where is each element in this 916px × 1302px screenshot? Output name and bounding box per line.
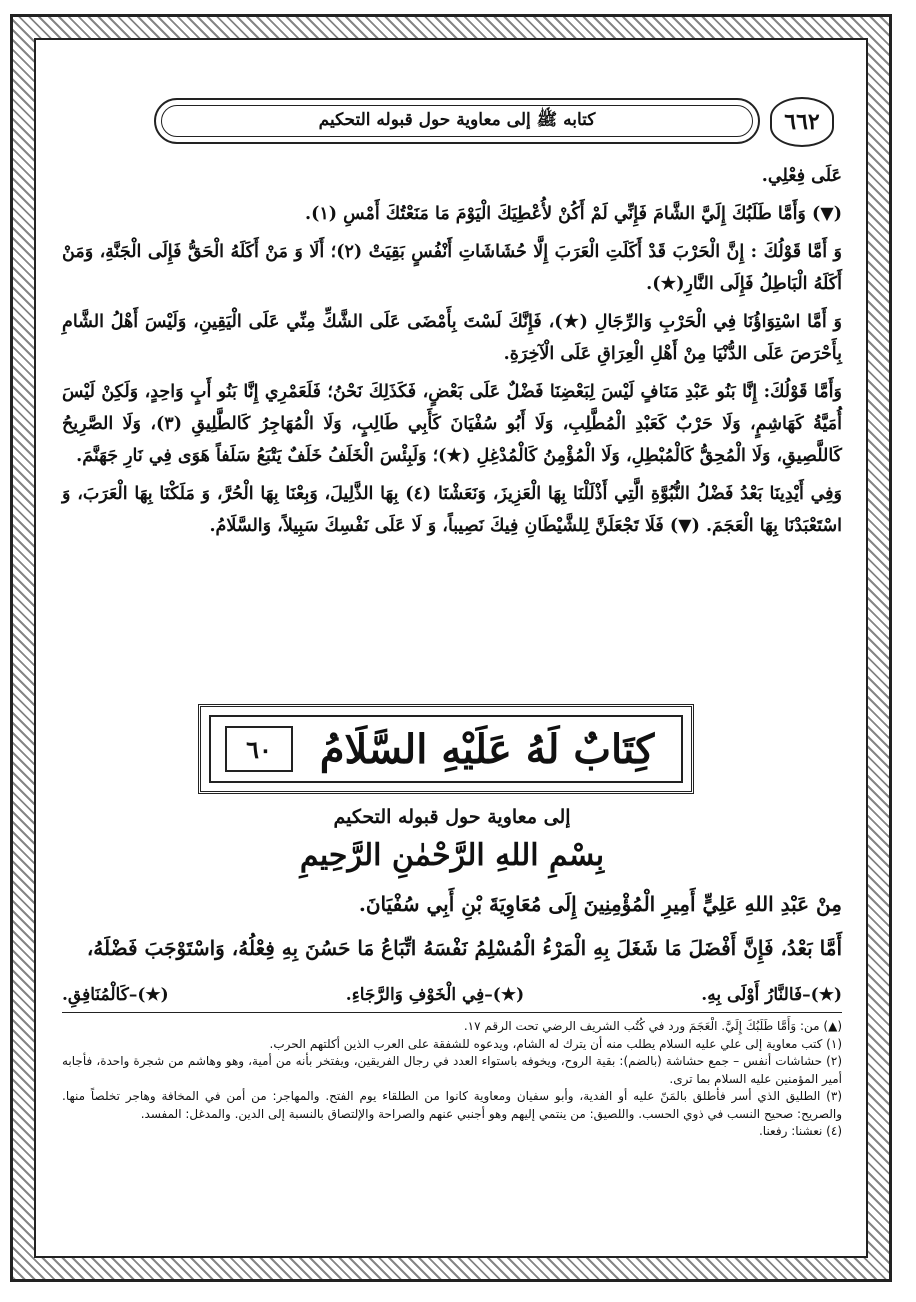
basmala: بِسْمِ اللهِ الرَّحْمٰنِ الرَّحِيمِ: [299, 838, 605, 873]
footnote: (▲) من: وَأَمَّا طَلَبُكَ إِلَيَّ. الْعَجَمَ ورد في كُتُب الشريف الرضي تحت الرقم ١٧.: [463, 1019, 842, 1033]
letter-banner: [198, 704, 694, 794]
star-notes: [62, 985, 842, 1005]
page-number: ٦٦٢: [770, 97, 834, 147]
footnote-divider: [62, 1012, 842, 1013]
banner-title: كِتَابٌ لَهُ عَلَيْهِ السَّلَامُ: [319, 725, 655, 773]
paragraph: وَأَمَّا قَوْلُكَ: إِنَّا بَنُو عَبْدِ مَنَافٍ لَيْسَ لِبَعْضِنَا فَضْلٌ عَلَى بَعْضٍ، فَكَذَلِكَ نَحْنُ؛ فَلَعَمْرِي إِنَّا بَنُو أَبٍ وَاحِدٍ، وَلَكِنْ لَيْسَ أُمَيَّةُ كَهَاشِمٍ، وَلَا حَرْبٌ كَعَبْدِ الْمُطَّلِبِ، وَلَا أَبُو سُفْيَانَ كَأَبِي طَالِبٍ، وَلَا الْمُهَاجِرُ كَالطَّلِيقِ (٣)، وَلَا الصَّرِيحُ كَاللَّصِيقِ، وَلَا الْمُحِقُّ كَالْمُبْطِلِ، وَلَا الْمُؤْمِنُ كَالْمُدْغِلِ (★)؛ وَلَبِئْسَ الْخَلَفُ خَلَفٌ يَتْبَعُ سَلَفاً هَوَى فِي نَارِ جَهَنَّمَ.: [62, 382, 842, 466]
star-note: (★)–فَالنَّارُ أَوْلَى بِهِ.: [701, 985, 842, 1005]
header-title: كتابه ﷺ إلى معاوية حول قبوله التحكيم: [318, 109, 596, 130]
footnote: (٢) حشاشات أنفس – جمع حشاشة (بالضم): بقية الروح، ويخوفه باستواء العدد في رجال الفريقين، ويفتخر بأنه من أمية، وهو وهاشم من شجرة واحدة، فأجابه أمير المؤمنين عليه السلام بما ترى.: [62, 1054, 842, 1086]
star-note: (★)–فِي الْخَوْفِ وَالرَّجَاءِ.: [345, 985, 525, 1005]
letter-subtitle: إلى معاوية حول قبوله التحكيم: [333, 806, 571, 828]
footnotes: [62, 1018, 842, 1141]
running-header: [154, 98, 760, 144]
paragraph: (▼) وَأَمَّا طَلَبُكَ إِلَيَّ الشَّامَ فَإِنِّي لَمْ أَكُنْ لأُعْطِيَكَ الْيَوْمَ مَا مَنَعْتُكَ أَمْسِ (١).: [305, 204, 842, 224]
main-text: [62, 160, 842, 548]
footnote: (١) كتب معاوية إلى علي عليه السلام يطلب منه أن يترك له الشام، ويدعوه للشفقة على العرب الذين أكلتهم الحرب.: [269, 1036, 842, 1051]
letter-line: أَمَّا بَعْدُ، فَإِنَّ أَفْضَلَ مَا شَغَلَ بِهِ الْمَرْءُ الْمُسْلِمُ نَفْسَهُ اتِّبَاعُ مَا حَسُنَ بِهِ فِعْلُهُ، وَاسْتَوْجَبَ فَضْلَهُ،: [86, 936, 842, 960]
star-note: (★)–كَالْمُنَافِقِ.: [62, 985, 169, 1005]
paragraph: عَلَى فِعْلِي.: [761, 166, 842, 186]
paragraph: وَفِي أَيْدِينَا بَعْدُ فَضْلُ النُّبُوَّةِ الَّتِي أَذْلَلْنَا بِهَا الْعَزِيزَ، وَنَعَشْنَا (٤) بِهَا الذَّلِيلَ، وَبِعْنَا بِهَا الْحُرَّ، وَ مَلَكْنَا بِهَا الْعَرَبَ، وَ اسْتَعْبَدْنَا بِهَا الْعَجَمَ. (▼) فَلَا تَجْعَلَنَّ لِلشَّيْطَانِ فِيكَ نَصِيباً، وَ لَا عَلَى نَفْسِكَ سَبِيلاً، وَالسَّلَامُ.: [62, 484, 843, 536]
footnote: (٤) نعشنا: رفعنا.: [758, 1124, 842, 1138]
paragraph: وَ أَمَّا قَوْلُكَ : إِنَّ الْحَرْبَ قَدْ أَكَلَتِ الْعَرَبَ إِلَّا حُشَاشَاتِ أَنْفُسٍ بَقِيَتْ (٢)؛ أَلَا وَ مَنْ أَكَلَهُ الْحَقُّ فَإِلَى الْجَنَّةِ، وَمَنْ أَكَلَهُ الْبَاطِلُ فَإِلَى النَّارِ(★).: [62, 242, 843, 294]
paragraph: وَ أَمَّا اسْتِوَاؤُنَا فِي الْحَرْبِ وَالرِّجَالِ (★)، فَإِنَّكَ لَسْتَ بِأَمْضَى عَلَى الشَّكِّ مِنِّي عَلَى الْيَقِينِ، وَلَيْسَ أَهْلُ الشَّامِ بِأَحْرَصَ عَلَى الدُّنْيَا مِنْ أَهْلِ الْعِرَاقِ عَلَى الْآخِرَةِ.: [62, 312, 842, 364]
letter-number: ٦٠: [225, 726, 293, 772]
letter-line: مِنْ عَبْدِ اللهِ عَلِيٍّ أَمِيرِ الْمُؤْمِنِينَ إِلَى مُعَاوِيَةَ بْنِ أَبِي سُفْيَانَ.: [358, 892, 842, 916]
footnote: (٣) الطليق الذي أسر فأطلق بالمَنّ عليه أو الفدية، وأبو سفيان ومعاوية كانوا من الطلقاء يوم الفتح. والمهاجر: من أمن في المخافة وهاجر تخلصاً منها. والصريح: صحيح النسب في ذوي الحسب. واللصيق: من ينتمي إليهم وهو أجنبي عنهم والصراحة والإلتصاق بالنسبة إلى الدين. والمدغل: المفسد.: [62, 1089, 842, 1121]
